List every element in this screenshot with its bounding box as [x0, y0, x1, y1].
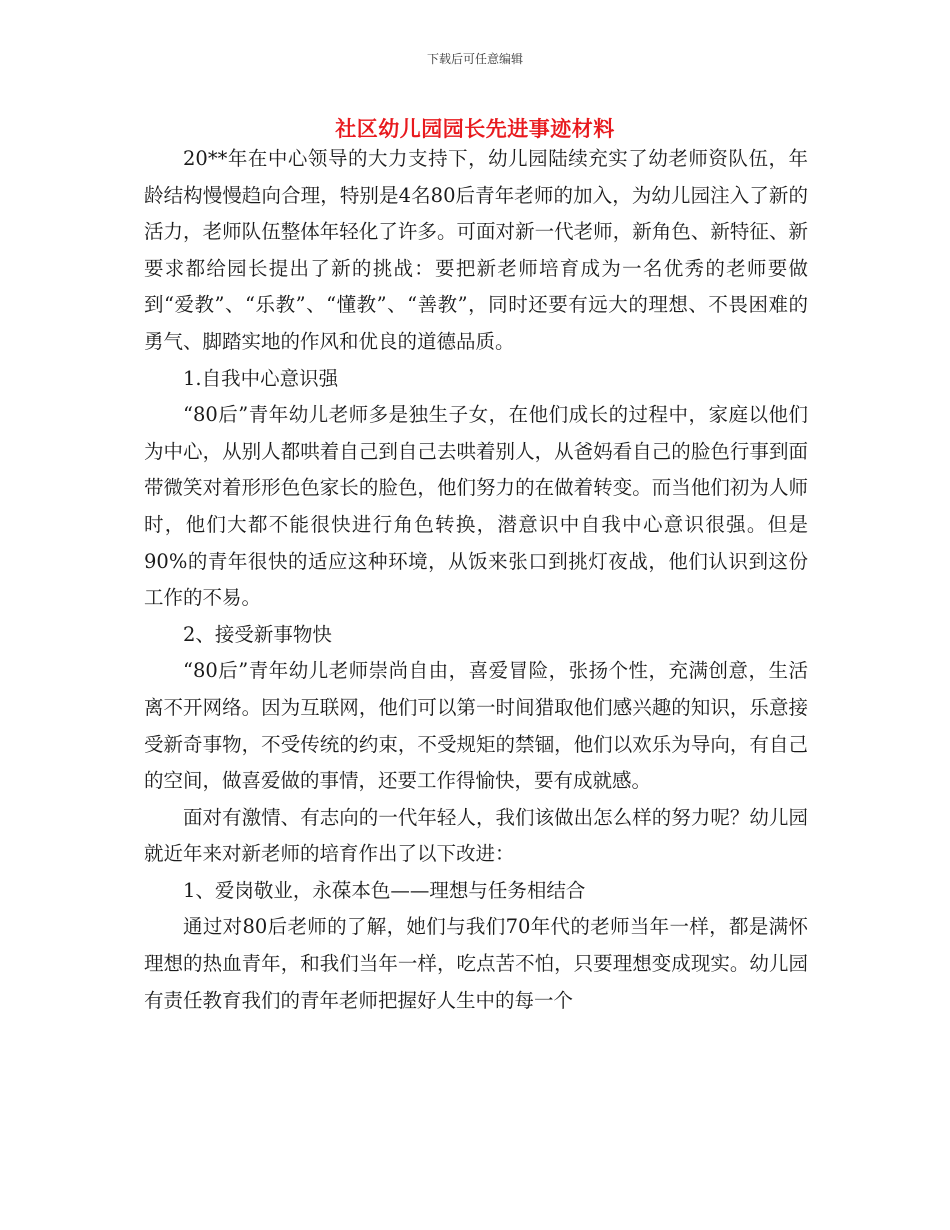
paragraph-new-things: “80后”青年幼儿老师崇尚自由，喜爱冒险，张扬个性，充满创意，生活离不开网络。因为互联网，他们可以第一时间猎取他们感兴趣的知识，乐意接受新奇事物，不受传统的约束，不受规矩的禁锢，他们以欢乐为导向，有自己的空间，做喜爱做的事情，还要工作得愉快，要有成就感。: [144, 659, 808, 793]
section-heading-1: 1.自我中心意识强: [183, 366, 339, 390]
document-title: 社区幼儿园园长先进事迹材料: [335, 116, 615, 141]
paragraph-transition: 面对有激情、有志向的一代年轻人，我们该做出怎么样的努力呢？幼儿园就近年来对新老师的培育作出了以下改进：: [144, 805, 808, 866]
section-heading-2: 2、接受新事物快: [183, 622, 332, 646]
subsection-heading-1: 1、爱岗敬业，永葆本色——理想与任务相结合: [183, 878, 586, 902]
page-header-note: 下载后可任意编辑: [426, 52, 523, 66]
paragraph-intro: 20**年在中心领导的大力支持下，幼儿园陆续充实了幼老师资队伍，年龄结构慢慢趋向合理，特别是4名80后青年老师的加入，为幼儿园注入了新的活力，老师队伍整体年轻化了许多。可面对新一代老师，新角色、新特征、新要求都给园长提出了新的挑战：要把新老师培育成为一名优秀的老师要做到“爱教”、“乐教”、“懂教”、“善教”，同时还要有远大的理想、不畏困难的勇气、脚踏实地的作风和优良的道德品质。: [144, 147, 808, 353]
paragraph-ideals: 通过对80后老师的了解，她们与我们70年代的老师当年一样，都是满怀理想的热血青年，和我们当年一样，吃点苦不怕，只要理想变成现实。幼儿园有责任教育我们的青年老师把握好人生中的每一个: [144, 915, 808, 1012]
paragraph-self-centered: “80后”青年幼儿老师多是独生子女，在他们成长的过程中，家庭以他们为中心，从别人都哄着自己到自己去哄着别人，从爸妈看自己的脸色行事到面带微笑对着形形色色家长的脸色，他们努力的在做着转变。而当他们初为人师时，他们大都不能很快进行角色转换，潜意识中自我中心意识很强。但是90%的青年很快的适应这种环境，从饭来张口到挑灯夜战，他们认识到这份工作的不易。: [144, 403, 808, 610]
document-body: [144, 141, 808, 1019]
